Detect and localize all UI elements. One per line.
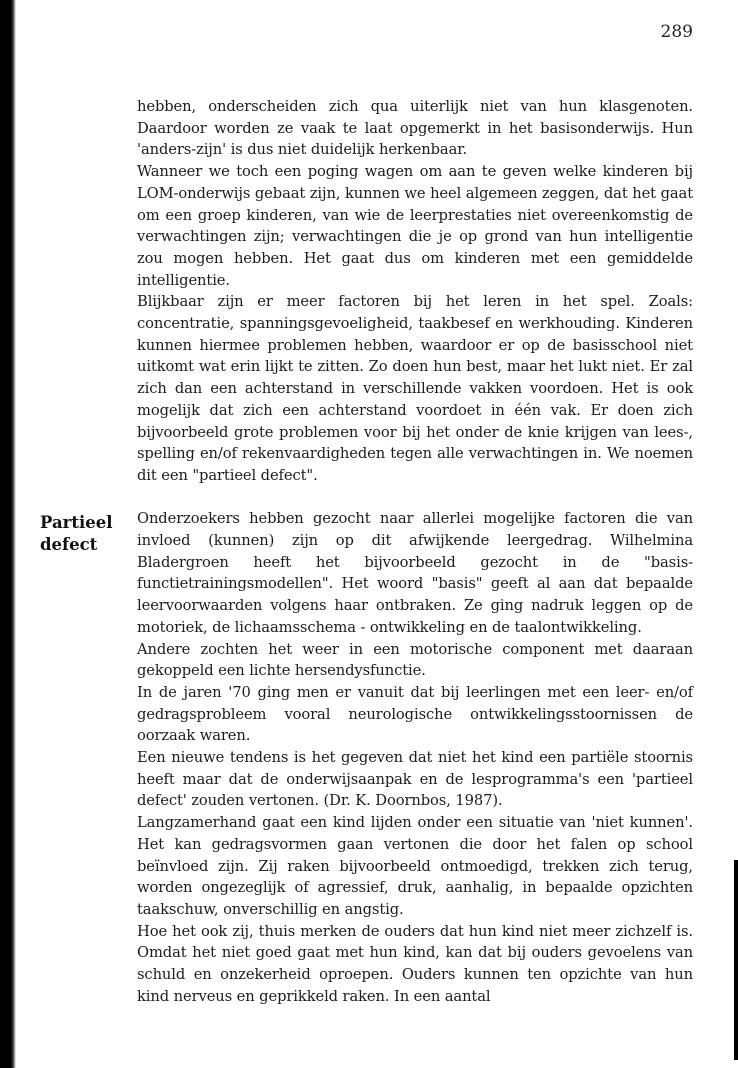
paragraph: Langzamerhand gaat een kind lijden onder een situatie van 'niet kunnen'. Het kan gedragsvormen gaan vertonen die door het falen op school beïnvloed zijn. Zij raken bijvoorbeeld ontmoedigd, trekken zich terug, worden ongezeglijk of agressief, druk, aanhalig, in bepaalde opzichten taakschuw, onverschillig en angstig. <box>137 814 693 918</box>
paragraph: Hoe het ook zij, thuis merken de ouders dat hun kind niet meer zichzelf is. Omdat het niet goed gaat met hun kind, kan dat bij ouders gevoelens van schuld en onzekerheid oproepen. Ouders kunnen ten opzichte van hun kind nerveus en geprikkeld raken. In een aantal <box>137 922 693 1005</box>
paragraph: Een nieuwe tendens is het gegeven dat niet het kind een partiële stoornis heeft maar dat de onderwijsaanpak en de lesprogramma's een 'partieel defect' zouden vertonen. (Dr. K. Doornbos, 1987). <box>137 749 693 810</box>
margin-heading <box>40 512 132 556</box>
paragraph: Andere zochten het weer in een motorische component met daaraan gekoppeld een lichte hersendysfunctie. <box>137 640 693 680</box>
scan-right-edge <box>734 860 738 1060</box>
margin-heading-line-2: defect <box>40 535 98 554</box>
margin-heading-line-1: Partieel <box>40 513 113 532</box>
body-text <box>137 96 693 1008</box>
page-number: 289 <box>660 22 693 42</box>
paragraph: Onderzoekers hebben gezocht naar allerlei mogelijke factoren die van invloed (kunnen) zijn op dit afwijkende leergedrag. Wilhelmina Bladergroen heeft het bijvoorbeeld gezocht in de "basis-functietrainingsmodellen". Het woord "basis" geeft al aan dat bepaalde leervoorwaarden volgens haar ontbraken. Ze ging nadruk leggen op de motoriek, de lichaamsschema - ontwikkeling en de taalontwikkeling. <box>137 510 693 636</box>
paragraph: Wanneer we toch een poging wagen om aan te geven welke kinderen bij LOM-onderwijs gebaat zijn, kunnen we heel algemeen zeggen, dat het gaat om een groep kinderen, van wie de leerprestaties niet overeenkomstig de verwachtingen zijn; verwachtingen die je op grond van hun intelligentie zou mogen hebben. Het gaat dus om kinderen met een gemiddelde intelligentie. <box>137 163 693 289</box>
paragraph: Blijkbaar zijn er meer factoren bij het leren in het spel. Zoals: concentratie, spanningsgevoeligheid, taakbesef en werkhouding. Kinderen kunnen hiermee problemen hebben, waardoor er op de basisschool niet uitkomt wat erin lijkt te zitten. Zo doen hun best, maar het lukt niet. Er zal zich dan een achterstand in verschillende vakken voordoen. Het is ook mogelijk dat zich een achterstand voordoet in één vak. Er doen zich bijvoorbeeld grote problemen voor bij het onder de knie krijgen van lees-, spelling en/of rekenvaardigheden tegen alle verwachtingen in. We noemen dit een "partieel defect". <box>137 293 693 484</box>
paragraph: hebben, onderscheiden zich qua uiterlijk niet van hun klasgenoten. Daardoor worden ze vaak te laat opgemerkt in het basisonderwijs. Hun 'anders-zijn' is dus niet duidelijk herkenbaar. <box>137 98 693 159</box>
scan-binding-edge <box>0 0 16 1068</box>
paragraph: In de jaren '70 ging men er vanuit dat bij leerlingen met een leer- en/of gedragsprobleem vooral neurologische ontwikkelingsstoornissen de oorzaak waren. <box>137 683 693 745</box>
section-gap <box>137 487 693 509</box>
